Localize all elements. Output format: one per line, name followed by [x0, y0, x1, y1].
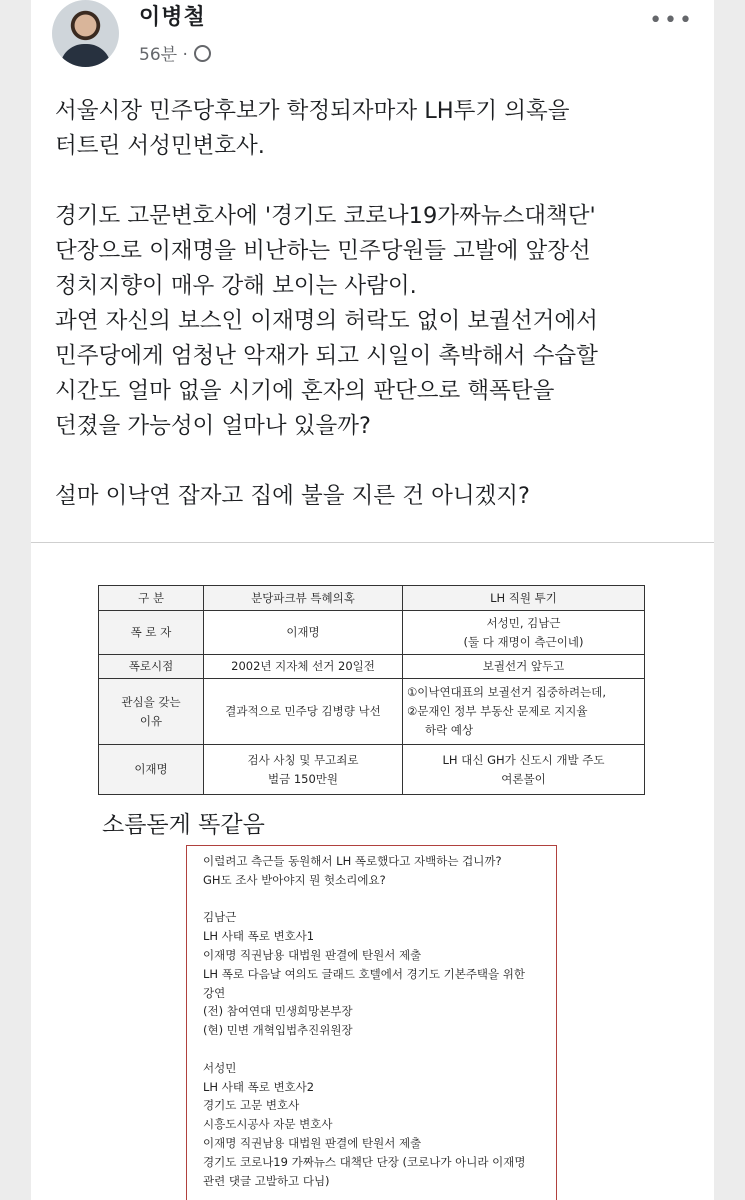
author-name[interactable]: 이병철	[139, 5, 206, 30]
quote-line: 서성민	[203, 1060, 237, 1075]
right-margin	[714, 0, 745, 1200]
left-margin	[0, 0, 31, 1200]
table-cell-line: 하락 예상	[425, 723, 474, 737]
image-divider	[31, 542, 714, 543]
body-line: 시간도 얼마 없을 시기에 혼자의 판단으로 핵폭탄을	[55, 378, 555, 404]
table-row-label: 이재명	[99, 745, 204, 795]
avatar-suit	[60, 44, 111, 67]
quote-line: LH 폭로 다음날 여의도 글래드 호텔에서 경기도 기본주택을 위한	[203, 966, 526, 981]
table-header-cell: 분당파크뷰 특혜의혹	[204, 586, 403, 611]
table-header-cell: LH 직원 투기	[403, 586, 645, 611]
table-cell: 결과적으로 민주당 김병량 낙선	[204, 679, 403, 745]
body-line: 민주당에게 엄청난 악재가 되고 시일이 촉박해서 수습할	[55, 343, 598, 369]
body-line: 단장으로 이재명을 비난하는 민주당원들 고발에 앞장선	[55, 238, 591, 264]
table-cell-line: ①이낙연대표의 보궐선거 집중하려는데,	[407, 685, 607, 699]
quote-line: LH 사태 폭로 변호사1	[203, 929, 315, 944]
image-caption: 소름돋게 똑같음	[102, 812, 265, 838]
table-cell: 이재명	[204, 611, 403, 655]
table-cell	[403, 611, 645, 655]
table-cell	[403, 745, 645, 795]
body-line: 서울시장 민주당후보가 학정되자마자 LH투기 의혹을	[55, 98, 570, 124]
table-row-label: 폭 로 자	[99, 611, 204, 655]
more-options-icon[interactable]: •••	[649, 8, 694, 33]
avatar[interactable]	[52, 0, 119, 67]
table-header-cell: 구 분	[99, 586, 204, 611]
table-cell-line: 벌금 150만원	[267, 771, 339, 786]
quote-line: 이재명 직권남용 대법원 판결에 탄원서 제출	[203, 947, 422, 962]
table-cell-line: ②문재인 정부 부동산 문제로 지지율	[407, 704, 588, 718]
table-row-label	[99, 679, 204, 745]
body-line: 과연 자신의 보스인 이재명의 허락도 없이 보궐선거에서	[55, 308, 598, 334]
quote-box	[186, 845, 557, 1200]
body-line: 경기도 고문변호사에 '경기도 코로나19가짜뉴스대책단'	[55, 203, 596, 229]
quote-line: 김남근	[203, 910, 237, 925]
quote-line: LH 사태 폭로 변호사2	[203, 1079, 315, 1094]
quote-line: 경기도 고문 변호사	[203, 1098, 300, 1113]
quote-line: 이재명 직권남용 대법원 판결에 탄원서 제출	[203, 1135, 422, 1150]
table-cell	[403, 679, 645, 745]
table-cell	[204, 745, 403, 795]
quote-line: 경기도 코로나19 가짜뉴스 대책단 단장 (코로나가 아니라 이재명	[203, 1154, 526, 1169]
quote-line: (현) 민변 개혁입법추진위원장	[203, 1023, 353, 1038]
globe-icon	[194, 45, 211, 62]
post-time[interactable]: 56분 ·	[139, 45, 188, 65]
body-line: 던졌을 가능성이 얼마나 있을까?	[55, 413, 371, 439]
table-cell-line: 검사 사칭 및 무고죄로	[247, 752, 359, 767]
quote-line: 강연	[203, 985, 226, 1000]
post-meta	[139, 40, 211, 65]
table-cell-line: 서성민, 김남근	[486, 615, 561, 630]
body-line: 설마 이낙연 잡자고 집에 불을 지른 건 아니겠지?	[55, 483, 530, 509]
table-cell-line: 이유	[139, 713, 163, 728]
quote-line: 이럴려고 측근들 동원해서 LH 폭로했다고 자백하는 겁니까?	[203, 854, 502, 868]
table-row-label: 폭로시점	[99, 655, 204, 679]
table-cell-line: 관심을 갖는	[121, 694, 181, 709]
body-line: 정치지향이 매우 강해 보이는 사람이.	[55, 273, 417, 299]
quote-line: 관련 댓글 고발하고 다님)	[203, 1173, 330, 1188]
table-cell: 보궐선거 앞두고	[403, 655, 645, 679]
quote-line: GH도 조사 받아야지 뭔 헛소리에요?	[203, 872, 386, 887]
quote-line: 시흥도시공사 자문 변호사	[203, 1117, 333, 1132]
table-cell-line: 여론몰이	[501, 771, 546, 786]
post-body	[55, 94, 695, 514]
table-cell-line: (둘 다 재명이 측근이네)	[463, 634, 584, 649]
table-cell: 2002년 지자체 선거 20일전	[204, 655, 403, 679]
facebook-post	[31, 0, 714, 1200]
table-cell-line: LH 대신 GH가 신도시 개발 주도	[442, 752, 605, 767]
quote-line: (전) 참여연대 민생희망본부장	[203, 1004, 353, 1019]
body-line: 터트린 서성민변호사.	[55, 133, 265, 159]
comparison-table	[98, 585, 645, 795]
